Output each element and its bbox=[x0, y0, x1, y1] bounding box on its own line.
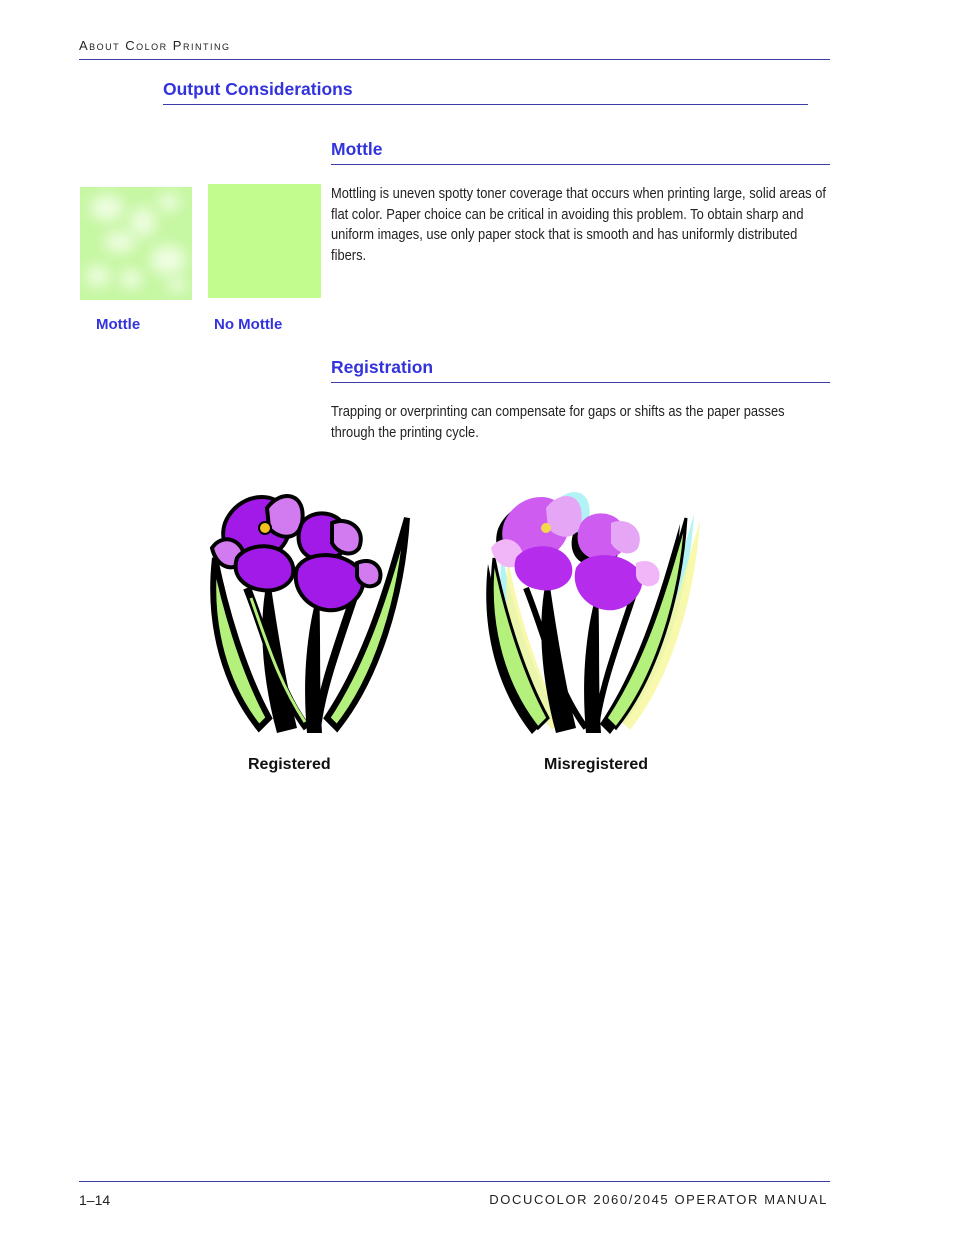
no-mottle-caption: No Mottle bbox=[214, 316, 283, 333]
section-title-rule bbox=[163, 104, 808, 105]
misregistered-iris-image bbox=[486, 478, 704, 740]
section-title: Output Considerations bbox=[163, 79, 353, 99]
header-rule bbox=[79, 59, 830, 60]
misregistered-caption: Misregistered bbox=[544, 756, 649, 773]
registration-heading-rule bbox=[331, 382, 830, 383]
mottle-heading: Mottle bbox=[331, 139, 383, 159]
running-head: About Color Printing bbox=[79, 38, 231, 53]
mottle-paragraph: Mottling is uneven spotty toner coverage that occurs when printing large, solid areas of flat color. Paper choice can be critical in avoiding this problem. To obtain sharp and uniform images, use only paper stock that is smooth and has uniformly distributed fibers. bbox=[331, 186, 826, 264]
mottle-sample-image bbox=[80, 187, 192, 300]
mottle-caption: Mottle bbox=[96, 316, 141, 333]
registered-iris-image bbox=[207, 478, 411, 740]
page-number: 1–14 bbox=[79, 1192, 111, 1208]
footer-rule bbox=[79, 1181, 830, 1182]
registered-caption: Registered bbox=[248, 756, 331, 773]
mottle-heading-rule bbox=[331, 164, 830, 165]
registration-heading: Registration bbox=[331, 357, 434, 377]
no-mottle-sample-image bbox=[208, 184, 321, 298]
registration-paragraph: Trapping or overprinting can compensate for gaps or shifts as the paper passes through the printing cycle. bbox=[331, 404, 785, 441]
manual-title: DOCUCOLOR 2060/2045 OPERATOR MANUAL bbox=[489, 1192, 828, 1207]
